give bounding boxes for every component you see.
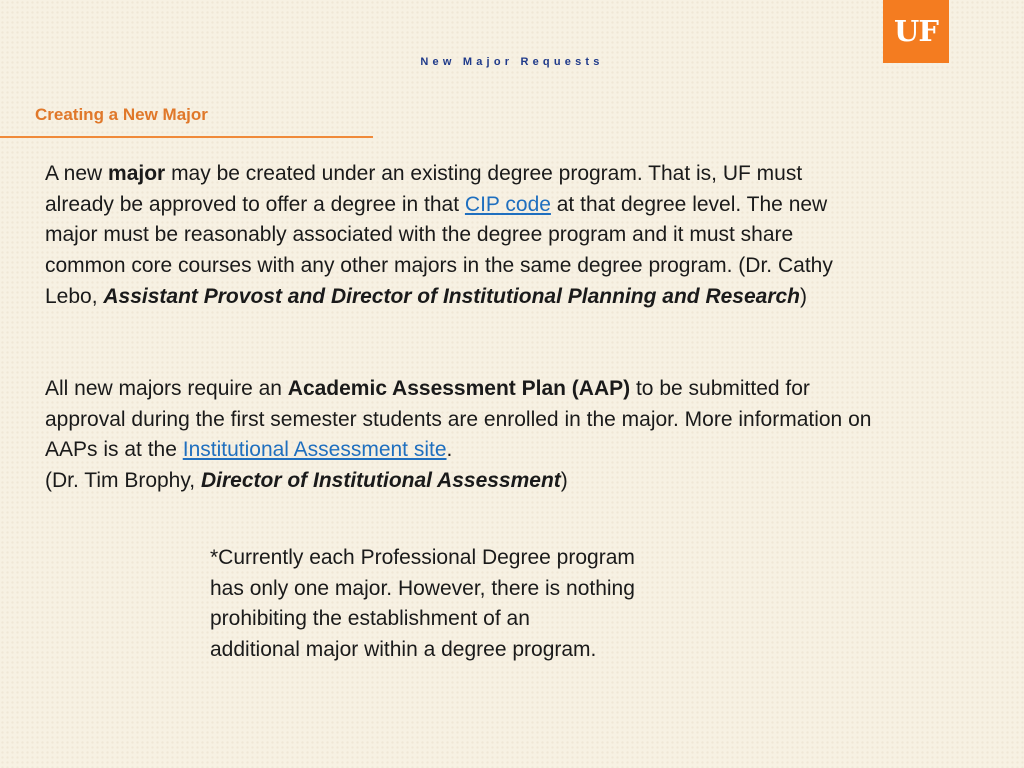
major-term: major [108, 162, 166, 185]
text-run: . [446, 438, 453, 462]
aap-term: Academic Assessment Plan (AAP) [287, 377, 631, 400]
professional-degree-note [210, 543, 710, 666]
contact-role-brophy: Director of Institutional Assessment [200, 469, 561, 493]
cip-code-link[interactable]: CIP code [464, 192, 551, 216]
paragraph-new-major [45, 159, 875, 313]
institutional-assessment-link[interactable]: Institutional Assessment site [182, 438, 447, 462]
text-run: may be created under an existing degree program. That is, UF must already be approved to offer a degree in that [45, 162, 803, 216]
note-line: prohibiting the establishment of an [210, 607, 530, 631]
note-line: additional major within a degree program. [210, 638, 597, 662]
section-title: Creating a New Major [35, 105, 208, 124]
text-run: (Dr. Tim Brophy, [45, 469, 201, 493]
text-run: A new [45, 162, 109, 185]
text-run: All new majors require an [45, 377, 288, 400]
uf-logo [883, 0, 949, 63]
contact-role-lebo: Assistant Provost and Director of Institutional Planning and Research [103, 284, 801, 308]
paragraph-aap [45, 374, 875, 497]
section-divider [0, 136, 373, 138]
text-run: at that degree level. The new major must be reasonably associated with the degree program and it must share common core courses with any other majors in the same degree program. (Dr. Cathy Lebo, [45, 192, 833, 308]
uf-logo-text: UF [894, 14, 938, 48]
note-line: *Currently each Professional Degree program [210, 546, 635, 569]
slide-header-title: New Major Requests [420, 56, 604, 68]
note-line: has only one major. However, there is nothing [210, 576, 635, 600]
text-run: ) [560, 469, 568, 493]
text-run: to be submitted for approval during the first semester students are enrolled in the major. More information on AAPs is at the [45, 377, 872, 462]
text-run: ) [800, 284, 808, 308]
